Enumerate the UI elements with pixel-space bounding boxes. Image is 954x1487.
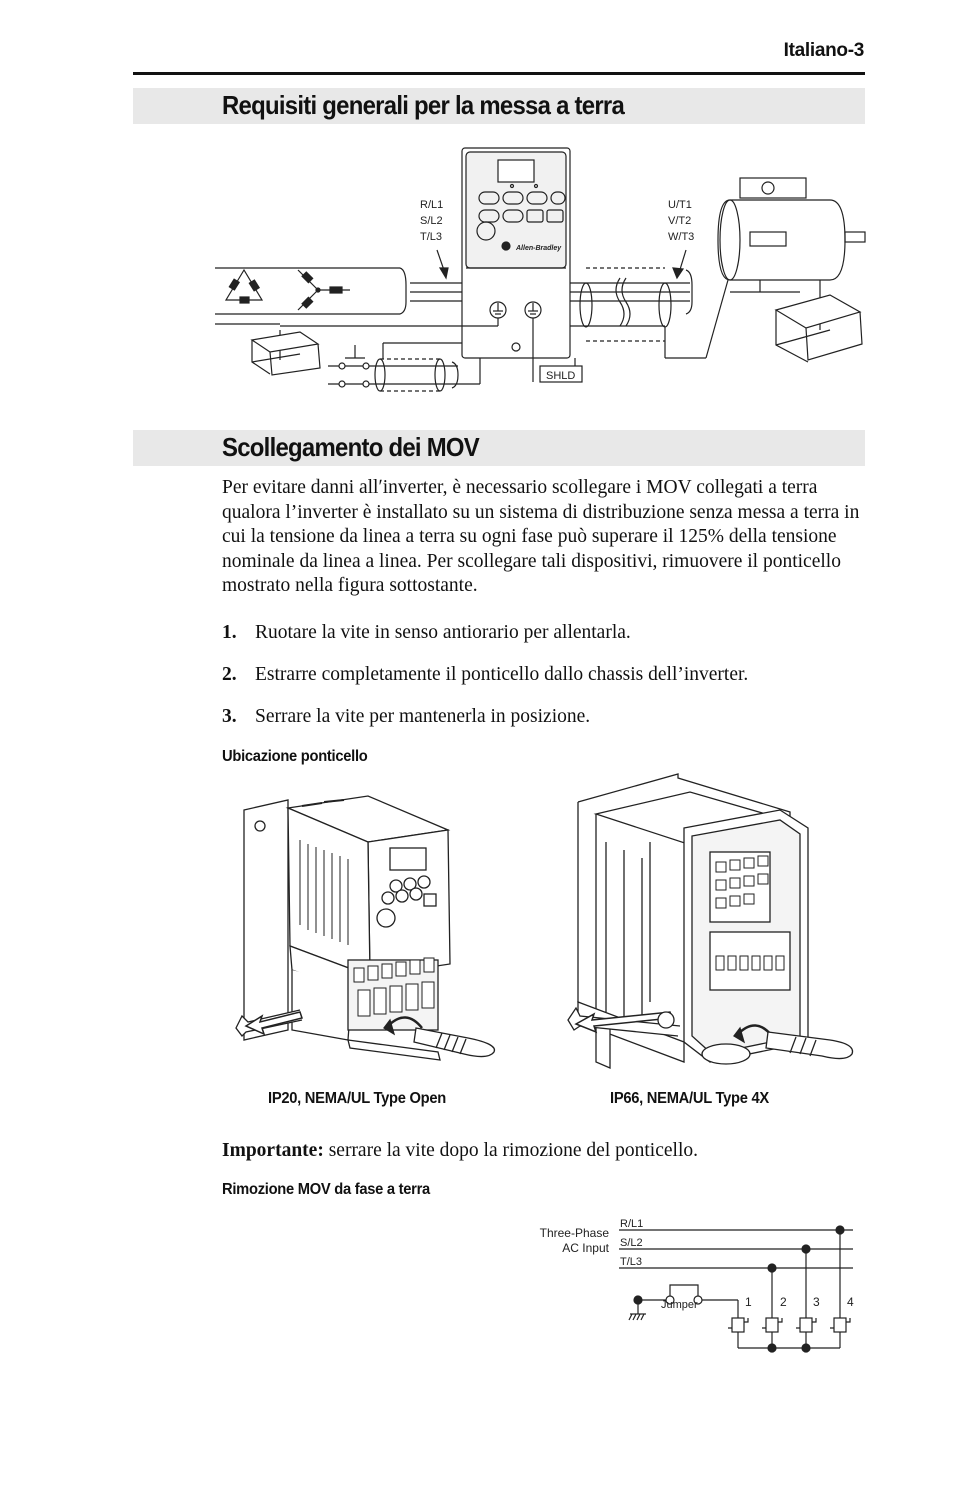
output-label-t1: U/T1 bbox=[668, 199, 692, 211]
ip20-drive-illustration bbox=[228, 790, 508, 1080]
page-number-label: Italiano-3 bbox=[783, 40, 864, 61]
mov-number-4: 4 bbox=[847, 1295, 854, 1309]
input-label-l3: T/L3 bbox=[420, 231, 443, 243]
step-number: 3. bbox=[222, 706, 237, 727]
phase-label-s: S/L2 bbox=[620, 1237, 643, 1249]
input-label-l1: R/L1 bbox=[420, 199, 444, 211]
important-note bbox=[222, 1140, 698, 1162]
step-number: 1. bbox=[222, 622, 237, 643]
mov-schematic bbox=[530, 1210, 860, 1360]
important-text: serrare la vite dopo la rimozione del ponticello. bbox=[323, 1140, 698, 1161]
input-label-l2: S/L2 bbox=[420, 215, 443, 227]
ac-input-label: AC Input bbox=[562, 1241, 609, 1255]
figure-caption-mov-removal: Rimozione MOV da fase a terra bbox=[222, 1181, 430, 1198]
phase-label-t: T/L3 bbox=[620, 1256, 643, 1268]
transformer-illustration bbox=[215, 268, 400, 375]
section-title-grounding: Requisiti generali per la messa a terra bbox=[222, 90, 625, 120]
section-title-mov: Scollegamento dei MOV bbox=[222, 432, 480, 462]
figure-caption-ip66: IP66, NEMA/UL Type 4X bbox=[610, 1090, 769, 1107]
brand-label: Allen-Bradley bbox=[516, 245, 562, 252]
mov-number-3: 3 bbox=[813, 1295, 820, 1309]
mov-symbols bbox=[728, 1318, 850, 1332]
mov-number-2: 2 bbox=[780, 1295, 787, 1309]
ip66-drive-illustration bbox=[550, 772, 860, 1082]
output-label-t3: W/T3 bbox=[668, 231, 695, 243]
step-3 bbox=[222, 706, 590, 728]
step-1 bbox=[222, 622, 631, 644]
phase-label-r: R/L1 bbox=[620, 1218, 644, 1230]
grounding-wiring-diagram bbox=[0, 140, 954, 410]
step-number: 2. bbox=[222, 664, 237, 685]
step-text: Estrarre completamente il ponticello dallo chassis dell’inverter. bbox=[255, 664, 749, 685]
output-label-t2: V/T2 bbox=[668, 215, 692, 227]
important-label: Importante: bbox=[222, 1140, 324, 1161]
figure-caption-ip20: IP20, NEMA/UL Type Open bbox=[268, 1090, 446, 1107]
header-rule bbox=[133, 72, 865, 75]
figure-caption-jumper-location: Ubicazione ponticello bbox=[222, 748, 368, 765]
mov-number-1: 1 bbox=[745, 1295, 752, 1309]
step-text: Ruotare la vite in senso antiorario per allentarla. bbox=[255, 622, 631, 643]
motor-illustration bbox=[718, 178, 865, 362]
three-phase-label: Three-Phase bbox=[539, 1226, 609, 1240]
step-2 bbox=[222, 664, 748, 686]
body-paragraph: Per evitare danni allʹinverter, è necessario scollegare i MOV collegati a terra qualora l’inverter è installato su un sistema di distribuzione senza messa a terra in cui la tensione da linea a terra su ogni fase può superare il 125% della tensione nominale da linea a linea. Per scollegare tali dispositivi, rimuovere il ponticello mostrato nella figura sottostante. bbox=[222, 477, 860, 596]
shield-label: SHLD bbox=[546, 370, 576, 382]
step-text: Serrare la vite per mantenerla in posizione. bbox=[255, 706, 591, 727]
jumper-label: Jumper bbox=[661, 1299, 698, 1311]
